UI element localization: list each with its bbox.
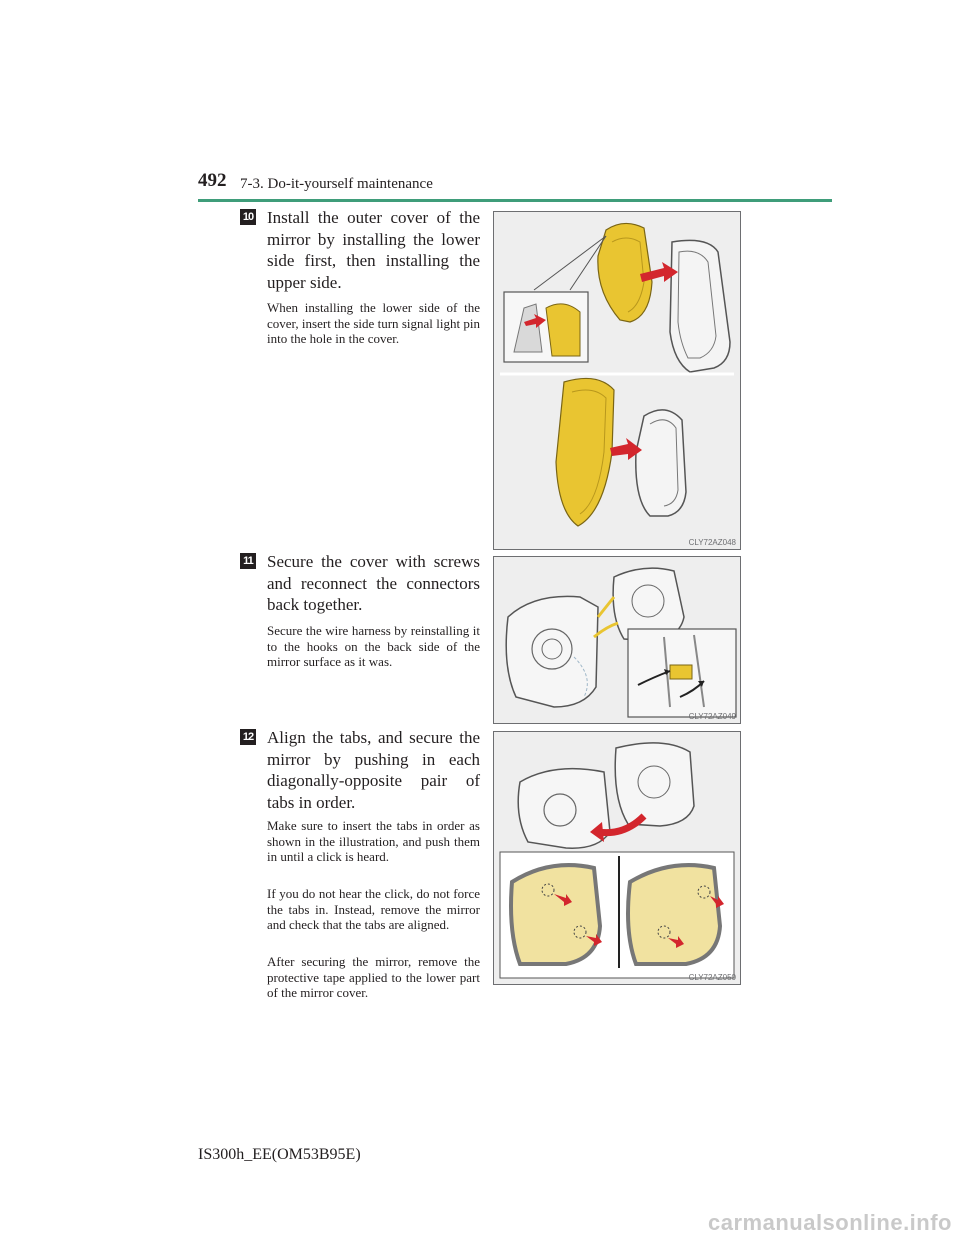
- illustration-wire-harness: [494, 557, 739, 722]
- page-header: [0, 0, 960, 210]
- step-number-badge: 11: [240, 553, 256, 569]
- illustration-mirror-cover: [494, 212, 739, 548]
- header-rule: [198, 199, 832, 202]
- watermark: carmanualsonline.info: [708, 1210, 952, 1235]
- figure-secure-cover-screws: [493, 556, 741, 724]
- step-number-badge: 12: [240, 729, 256, 745]
- step-instruction: Install the outer cover of the mirror by installing the lower side first, then installing the upper side.: [267, 208, 480, 292]
- step-note: When installing the lower side of the cover, insert the side turn signal light pin into the hole in the cover.: [267, 300, 480, 346]
- page-number: 492: [198, 170, 227, 191]
- figure-code: CLY72AZ049: [688, 712, 736, 721]
- model-code: IS300h_EE(OM53B95E): [198, 1146, 361, 1163]
- step-instruction: Align the tabs, and secure the mirror by pushing in each diagonally-opposite pair of tabs in order.: [267, 728, 480, 812]
- step-note: Make sure to insert the tabs in order as shown in the illustration, and push them in until a click is heard.: [267, 818, 480, 864]
- step-number-badge: 10: [240, 209, 256, 225]
- step-note: After securing the mirror, remove the protective tape applied to the lower part of the mirror cover.: [267, 954, 480, 1000]
- step-note: If you do not hear the click, do not force the tabs in. Instead, remove the mirror and check that the tabs are aligned.: [267, 886, 480, 932]
- step-note: Secure the wire harness by reinstalling it to the hooks on the back side of the mirror surface as it was.: [267, 623, 480, 669]
- step-instruction: Secure the cover with screws and reconnect the connectors back together.: [267, 552, 480, 614]
- figure-code: CLY72AZ048: [688, 538, 736, 547]
- figure-install-outer-cover: [493, 211, 741, 550]
- figure-align-tabs: [493, 731, 741, 985]
- illustration-mirror-tabs: [494, 732, 739, 983]
- section-title: 7-3. Do-it-yourself maintenance: [240, 176, 433, 192]
- figure-code: CLY72AZ050: [688, 973, 736, 982]
